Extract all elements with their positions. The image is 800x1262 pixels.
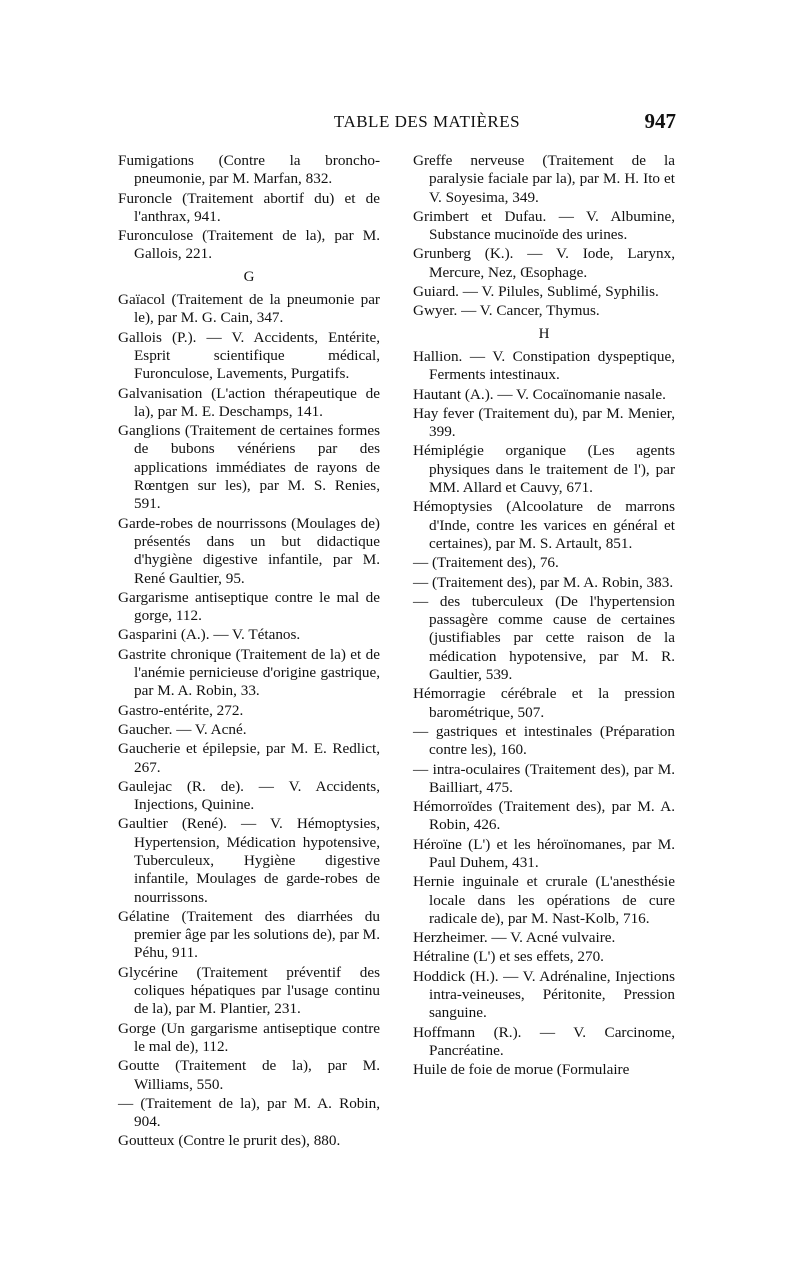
index-entry: Héroïne (L') et les héroïnomanes, par M. Paul Duhem, 431. [413, 835, 675, 871]
index-entry: Gargarisme antiseptique contre le mal de gorge, 112. [118, 588, 380, 625]
left-column [118, 152, 380, 1152]
index-entry: Grimbert et Dufau. — V. Albumine, Substance mucinoïde des urines. [413, 207, 675, 244]
index-entry: Gorge (Un gargarisme antiseptique contre le mal de), 112. [118, 1019, 380, 1055]
index-entry: Huile de foie de morue (Formulaire [413, 1061, 630, 1079]
index-entry: Hémorroïdes (Traitement des), par M. A. Robin, 426. [413, 798, 675, 834]
right-column [413, 152, 675, 1081]
index-entry: Furonculose (Traitement de la), par M. Gallois, 221. [118, 227, 380, 263]
index-entry: Gasparini (A.). — V. Tétanos. [118, 626, 301, 644]
index-entry: Furoncle (Traitement abortif du) et de l'anthrax, 941. [118, 189, 380, 225]
letter-heading: H [538, 325, 550, 342]
index-entry: — (Traitement des), 76. [413, 554, 559, 572]
index-entry: Gallois (P.). — V. Accidents, Entérite, Esprit scientifique médical, Furonculose, Lavements, Purgatifs. [118, 328, 380, 383]
index-entry: Hétraline (L') et ses effets, 270. [413, 948, 604, 966]
index-entry: Gaucherie et épilepsie, par M. E. Redlict, 267. [118, 740, 380, 776]
index-entry: Fumigations (Contre la broncho-pneumonie, par M. Marfan, 832. [118, 152, 380, 188]
letter-heading: G [243, 268, 255, 285]
index-entry: Goutteux (Contre le prurit des), 880. [118, 1132, 341, 1150]
index-entry: Gwyer. — V. Cancer, Thymus. [413, 302, 600, 320]
page-header [118, 109, 676, 138]
index-entry: Goutte (Traitement de la), par M. Williams, 550. [118, 1057, 380, 1093]
index-entry: Hémorragie cérébrale et la pression barométrique, 507. [413, 685, 675, 721]
index-entry: Garde-robes de nourrissons (Moulages de) présentés dans un but didactique d'hygiène digestive infantile, par M. René Gaultier, 95. [118, 514, 380, 587]
index-entry: Ganglions (Traitement de certaines formes de bubons vénériens par des applications immédiates de rayons de Rœntgen sur les), par M. S. Renies, 591. [118, 422, 380, 513]
index-entry: Gaïacol (Traitement de la pneumonie par le), par M. G. Cain, 347. [118, 291, 380, 327]
index-entry: Hoffmann (R.). — V. Carcinome, Pancréatine. [413, 1023, 675, 1059]
index-entry: Hémiplégie organique (Les agents physiques dans le traitement de l'), par MM. Allard et Cauvy, 671. [413, 442, 675, 497]
index-entry: Gaultier (René). — V. Hémoptysies, Hypertension, Médication hypotensive, Tuberculeux, Hygiène digestive infantile, Moulages de garde-robes de nourrissons. [118, 815, 380, 906]
index-entry: — (Traitement de la), par M. A. Robin, 904. [118, 1094, 380, 1131]
index-entry: Gaulejac (R. de). — V. Accidents, Injections, Quinine. [118, 777, 380, 814]
index-entry: Hernie inguinale et crurale (L'anesthésie locale dans les opérations de cure radicale de), par M. Nast-Kolb, 716. [413, 873, 675, 927]
page-number: 947 [644, 109, 676, 133]
index-entry: — (Traitement des), par M. A. Robin, 383. [413, 573, 674, 591]
index-entry: Galvanisation (L'action thérapeutique de la), par M. E. Deschamps, 141. [118, 384, 380, 420]
index-entry: Hautant (A.). — V. Cocaïnomanie nasale. [413, 385, 666, 403]
index-entry: Guiard. — V. Pilules, Sublimé, Syphilis. [413, 283, 659, 301]
index-entry: Hémoptysies (Alcoolature de marrons d'Inde, contre les varices en général et certaines), par M. S. Artault, 851. [413, 498, 675, 552]
index-entry: — des tuberculeux (De l'hypertension passagère comme cause de certaines (justifiables par cette raison de la médication hypotensive, par M. R. Gaultier, 539. [413, 592, 675, 684]
index-entry: Gaucher. — V. Acné. [118, 720, 247, 738]
index-entry: Grunberg (K.). — V. Iode, Larynx, Mercure, Nez, Œsophage. [413, 245, 675, 281]
index-entry: Gélatine (Traitement des diarrhées du premier âge par les solutions de), par M. Péhu, 911. [118, 907, 380, 962]
index-entry: Herzheimer. — V. Acné vulvaire. [413, 929, 616, 947]
index-entry: — intra-oculaires (Traitement des), par M. Bailliart, 475. [413, 760, 675, 796]
index-entry: Hay fever (Traitement du), par M. Menier, 399. [413, 404, 675, 441]
index-entry: Glycérine (Traitement préventif des coliques hépatiques par l'usage continu de la), par M. Plantier, 231. [118, 963, 380, 1018]
index-entry: Greffe nerveuse (Traitement de la paralysie faciale par la), par M. H. Ito et V. Soyesima, 349. [413, 152, 675, 206]
running-title: TABLE DES MATIÈRES [333, 112, 521, 131]
index-entry: Hoddick (H.). — V. Adrénaline, Injections intra-veineuses, Péritonite, Pression sanguine. [413, 967, 675, 1022]
index-entry: — gastriques et intestinales (Préparation contre les), 160. [413, 722, 675, 759]
index-entry: Gastro-entérite, 272. [118, 701, 244, 719]
index-entry: Gastrite chronique (Traitement de la) et de l'anémie pernicieuse d'origine gastrique, par M. A. Robin, 33. [118, 645, 380, 700]
index-entry: Hallion. — V. Constipation dyspeptique, Ferments intestinaux. [413, 347, 675, 384]
